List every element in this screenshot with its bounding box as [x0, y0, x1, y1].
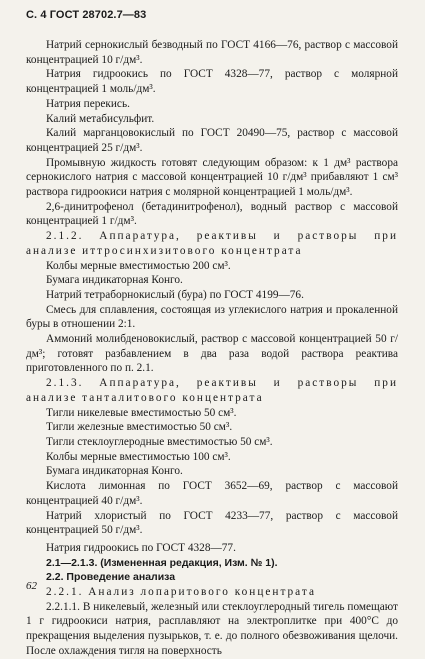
paragraph: Тигли стеклоуглеродные вместимостью 50 см³. — [46, 435, 273, 448]
paragraph: Калий метабисульфит. — [46, 112, 155, 125]
paragraph: 2,6-динитрофенол (бетадинитрофенол), водный раствор с массовой концентрацией 1 г/дм³. — [26, 200, 398, 228]
paragraph: Натрий хлористый по ГОСТ 4233—77, раствор с массовой концентрацией 50 г/дм³. — [26, 509, 398, 537]
section-heading: 2.2. Проведение анализа — [46, 571, 176, 584]
paragraph: Тигли железные вместимостью 50 см³. — [46, 421, 233, 434]
paragraph: Бумага индикаторная Конго. — [46, 465, 183, 478]
paragraph: Колбы мерные вместимостью 200 см³. — [46, 259, 231, 272]
subsection-heading: 2.1.2. Аппаратура, реактивы и растворы при анализе иттросинхизитового концентрата — [26, 230, 398, 257]
page-header: С. 4 ГОСТ 28702.7—83 — [26, 9, 147, 21]
paragraph: Аммоний молибденовокислый, раствор с массовой концентрацией 50 г/дм³; готовят разбавлением в два раза водой раствора реактива приготовленного по п. 2.1. — [26, 333, 398, 375]
paragraph: Натрий сернокислый безводный по ГОСТ 4166—76, раствор с массовой концентрацией 10 г/дм³. — [26, 39, 398, 66]
paragraph: Тигли никелевые вместимостью 50 см³. — [46, 406, 237, 419]
paragraph: Натрия гидроокись по ГОСТ 4328—77. — [46, 541, 236, 554]
paragraph: Натрия гидроокись по ГОСТ 4328—77, раствор с молярной концентрацией 1 моль/дм³. — [26, 68, 398, 96]
page-number: 62 — [26, 580, 37, 592]
paragraph: Промывную жидкость готовят следующим образом: к 1 дм³ раствора сернокислого натрия с массовой концентрацией 10 г/дм³ прибавляют 1 см³ раствора гидроокиси натрия с молярной концентрацией 1 моль/дм³. — [26, 156, 398, 199]
paragraph: Смесь для сплавления, состоящая из углекислого натрия и прокаленной буры в отношении 2:1. — [26, 303, 398, 331]
subsection-heading: 2.2.1. Анализ лопаритового концентрата — [46, 586, 316, 599]
paragraph: Колбы мерные вместимостью 100 см³. — [46, 450, 231, 463]
paragraph: Натрий тетраборнокислый (бура) по ГОСТ 4199—76. — [46, 288, 304, 301]
paragraph: Бумага индикаторная Конго. — [46, 274, 183, 287]
section-heading: 2.1—2.1.3. (Измененная редакция, Изм. № 1). — [46, 556, 278, 569]
paragraph: 2.2.1.1. В никелевый, железный или стеклоуглеродный тигель помещают 1 г гидроокиси натрия, расплавляют на электроплитке при 400°С до прекращения выделения пузырьков, т. е. до полного обезвоживания щелочи. После охлаждения тигля на поверхность — [26, 600, 398, 657]
document-body — [26, 38, 398, 659]
paragraph: Калий марганцовокислый по ГОСТ 20490—75, раствор с массовой концентрацией 25 г/дм³. — [26, 127, 398, 154]
subsection-heading: 2.1.3. Аппаратура, реактивы и растворы при анализе танталитового концентрата — [26, 377, 398, 404]
paragraph: Натрия перекись. — [46, 97, 130, 110]
paragraph: Кислота лимонная по ГОСТ 3652—69, раствор с массовой концентрацией 40 г/дм³. — [26, 480, 398, 507]
